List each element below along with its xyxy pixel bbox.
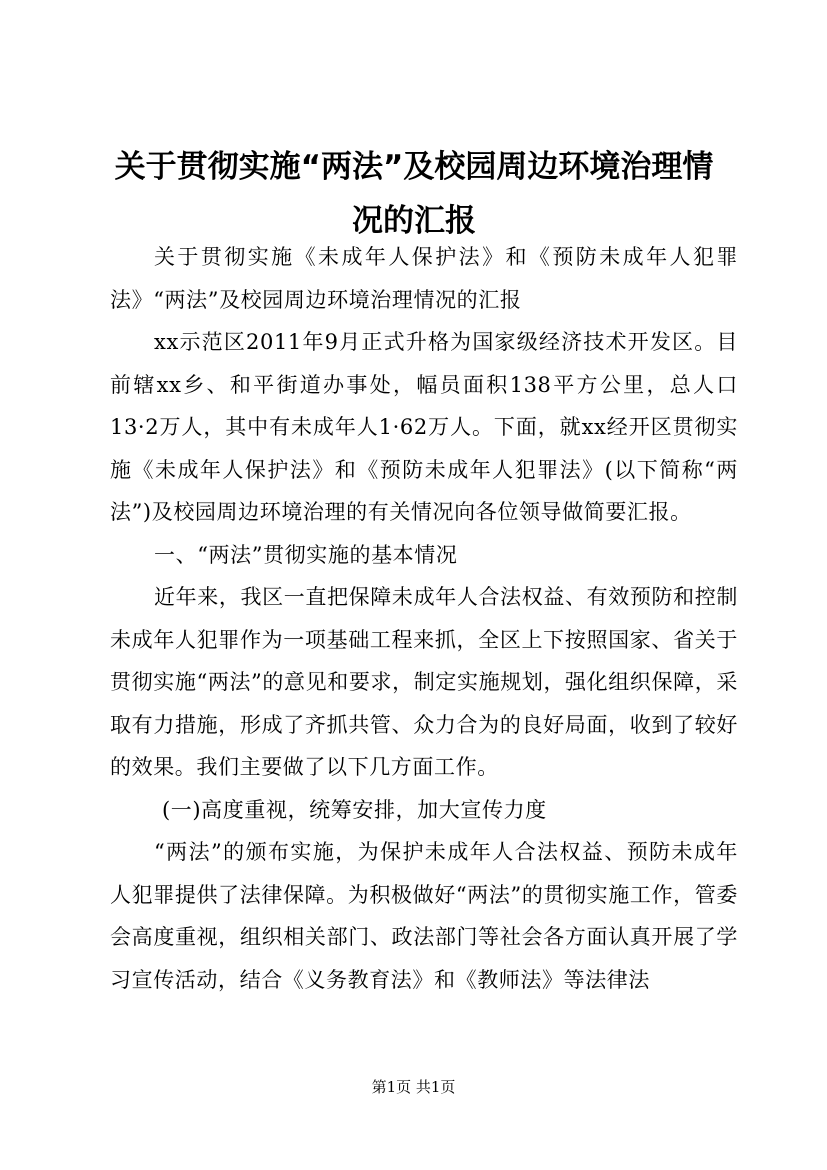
intro-paragraph: 关于贯彻实施《未成年人保护法》和《预防未成年人犯罪法》“两法”及校园周边环境治理情况的汇报 <box>110 245 738 312</box>
section-paragraph: 近年来，我区一直把保障未成年人合法权益、有效预防和控制未成年人犯罪作为一项基础工程来抓，全区上下按照国家、省关于贯彻实施“两法”的意见和要求，制定实施规划，强化组织保障，采取有力措施，形成了齐抓共管、众力合为的良好局面，收到了较好的效果。我们主要做了以下几方面工作。 <box>110 585 738 779</box>
document-title: 关于贯彻实施“两法”及校园周边环境治理情况的汇报 <box>114 149 714 239</box>
subsection-heading: (一)高度重视，统筹安排，加大宣传力度 <box>162 797 547 822</box>
page-number: 第1页 共1页 <box>371 1078 456 1096</box>
subsection-paragraph: “两法”的颁布实施，为保护未成年人合法权益、预防未成年人犯罪提供了法律保障。为积极做好“两法”的贯彻实施工作，管委会高度重视，组织相关部门、政法部门等社会各方面认真开展了学习宣传活动，结合《义务教育法》和《教师法》等法律法 <box>110 840 738 992</box>
page-footer <box>0 1077 827 1097</box>
overview-paragraph: xx示范区2011年9月正式升格为国家级经济技术开发区。目前辖xx乡、和平街道办事处，幅员面积138平方公里，总人口13·2万人，其中有未成年人1·62万人。下面，就xx经开区贯彻实施《未成年人保护法》和《预防未成年人犯罪法》(以下简称“两法”)及校园周边环境治理的有关情况向各位领导做简要汇报。 <box>110 330 738 524</box>
document-body <box>110 236 738 1001</box>
section-heading: 一、“两法”贯彻实施的基本情况 <box>154 542 458 567</box>
